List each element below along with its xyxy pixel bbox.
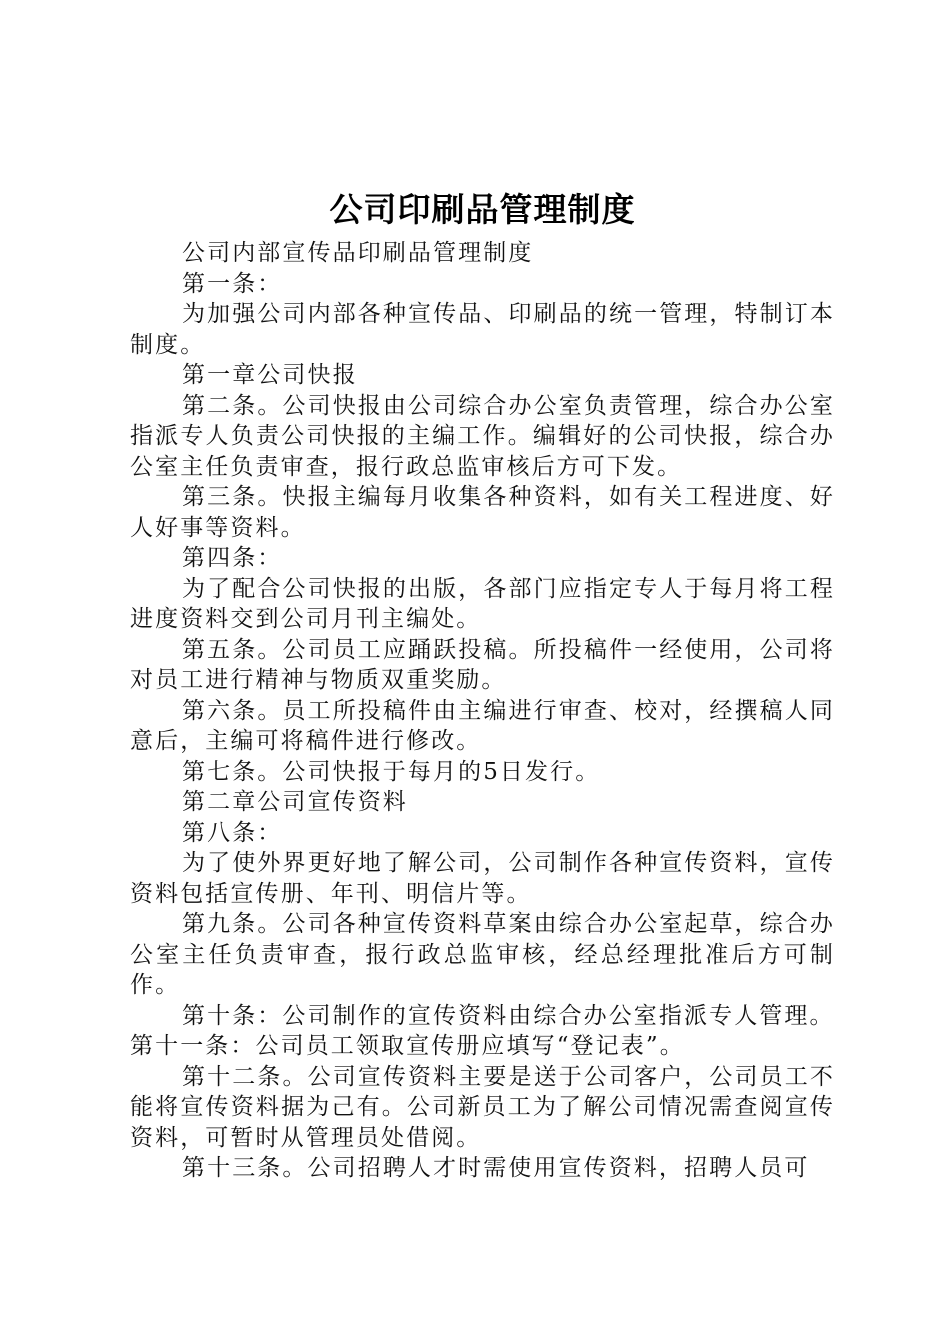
document-page xyxy=(130,186,835,1184)
document-title: 公司印刷品管理制度 xyxy=(329,190,636,229)
paragraph-article-12: 第十二条。公司宣传资料主要是送于公司客户，公司员工不能将宣传资料据为己有。公司新员工为了解公司情况需查阅宣传资料，可暂时从管理员处借阅。 xyxy=(130,1063,835,1151)
paragraph-subtitle: 公司内部宣传品印刷品管理制度 xyxy=(182,240,534,266)
paragraph-article-5: 第五条。公司员工应踊跃投稿。所投稿件一经使用，公司将对员工进行精神与物质双重奖励。 xyxy=(130,636,835,693)
paragraph-article-8-body: 为了使外界更好地了解公司，公司制作各种宣传资料，宣传资料包括宣传册、年刊、明信片等。 xyxy=(130,850,835,907)
paragraph-article-3: 第三条。快报主编每月收集各种资料，如有关工程进度、好人好事等资料。 xyxy=(130,484,835,541)
paragraph-article-4-heading: 第四条： xyxy=(182,545,283,571)
paragraph-article-2: 第二条。公司快报由公司综合办公室负责管理，综合办公室指派专人负责公司快报的主编工作。编辑好的公司快报，综合办公室主任负责审查，报行政总监审核后方可下发。 xyxy=(130,392,835,480)
paragraph-article-9: 第九条。公司各种宣传资料草案由综合办公室起草，综合办公室主任负责审查，报行政总监审核，经总经理批准后方可制作。 xyxy=(130,911,835,998)
paragraph-article-13: 第十三条。公司招聘人才时需使用宣传资料，招聘人员可 xyxy=(182,1155,810,1181)
paragraph-article-11: 第十一条：公司员工领取宣传册应填写“登记表”。 xyxy=(130,1033,685,1059)
paragraph-article-1-heading: 第一条： xyxy=(182,270,283,297)
paragraph-article-1-body: 为加强公司内部各种宣传品、印刷品的统一管理，特制订本制度。 xyxy=(130,301,835,358)
paragraph-article-4-body: 为了配合公司快报的出版，各部门应指定专人于每月将工程进度资料交到公司月刊主编处。 xyxy=(130,575,835,632)
paragraph-article-7: 第七条。公司快报于每月的5日发行。 xyxy=(182,758,601,785)
paragraph-article-6: 第六条。员工所投稿件由主编进行审查、校对，经撰稿人同意后，主编可将稿件进行修改。 xyxy=(130,697,835,754)
chapter-1-heading: 第一章公司快报 xyxy=(182,362,358,388)
paragraph-article-10: 第十条：公司制作的宣传资料由综合办公室指派专人管理。 xyxy=(182,1002,835,1029)
paragraph-article-8-heading: 第八条： xyxy=(182,819,283,846)
chapter-2-heading: 第二章公司宣传资料 xyxy=(182,789,408,815)
